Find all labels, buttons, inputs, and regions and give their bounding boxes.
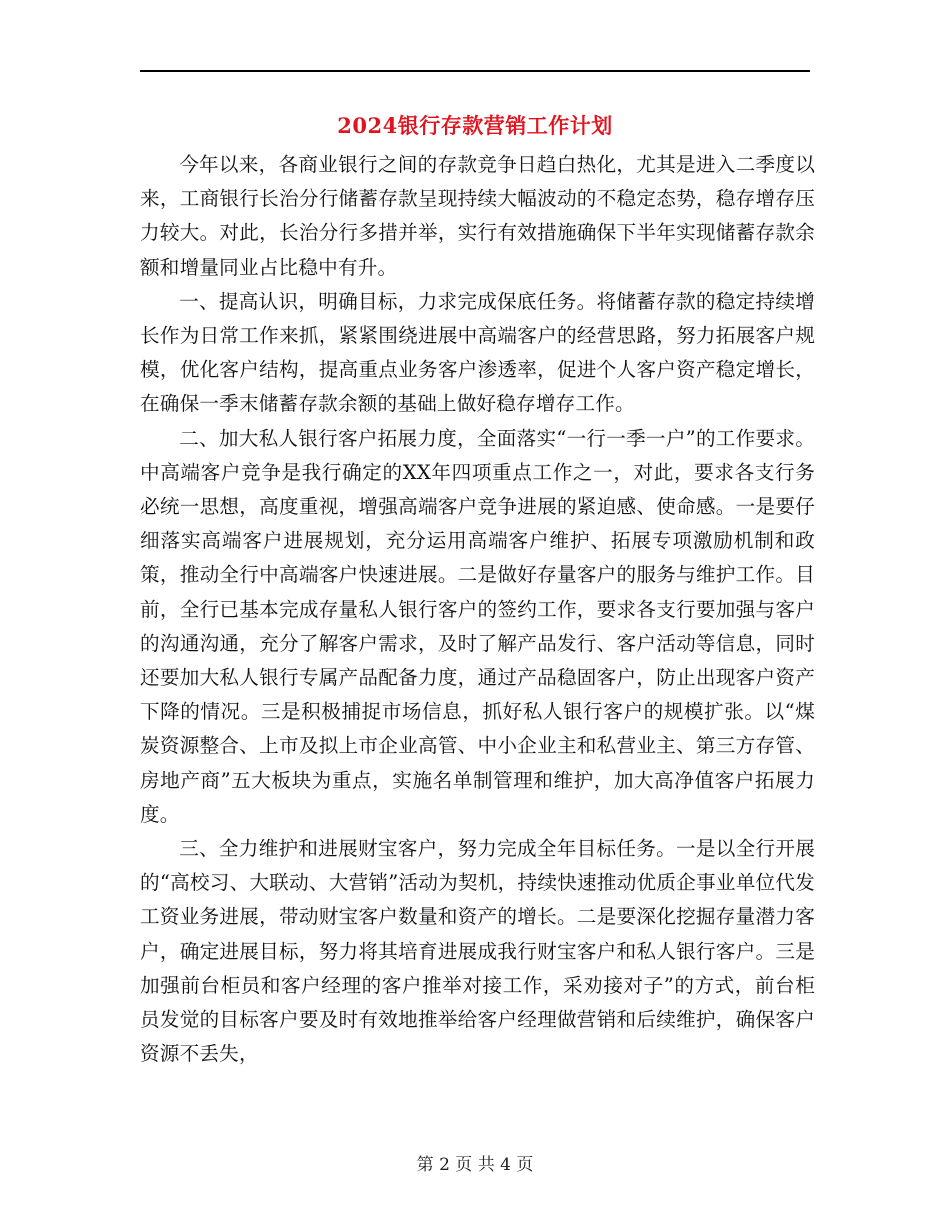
paragraph-section-1: 一、提高认识，明确目标，力求完成保底任务。将储蓄存款的稳定持续增长作为日常工作来抓，紧紧围绕进展中高端客户的经营思路，努力拓展客户规模，优化客户结构，提高重点业务客户渗透率，促进个人客户资产稳定增长，在确保一季末储蓄存款余额的基础上做好稳存增存工作。 [140, 289, 815, 416]
paragraph-section-2: 二、加大私人银行客户拓展力度，全面落实“一行一季一户”的工作要求。中高端客户竞争是我行确定的XX年四项重点工作之一，对此，要求各支行务必统一思想，高度重视，增强高端客户竞争进展的紧迫感、使命感。一是要仔细落实高端客户进展规划，充分运用高端客户维护、拓展专项激励机制和政策，推动全行中高端客户快速进展。二是做好存量客户的服务与维护工作。目前，全行已基本完成存量私人银行客户的签约工作，要求各支行要加强与客户的沟通沟通，充分了解客户需求，及时了解产品发行、客户活动等信息，同时还要加大私人银行专属产品配备力度，通过产品稳固客户，防止出现客户资产下降的情况。三是积极捕捉市场信息，抓好私人银行客户的规模扩张。以“煤炭资源整合、上市及拟上市企业高管、中小企业主和私营业主、第三方存管、房地产商”五大板块为重点，实施名单制管理和维护，加大高净值客户拓展力度。 [140, 426, 815, 826]
paragraph-intro: 今年以来，各商业银行之间的存款竞争日趋白热化，尤其是进入二季度以来，工商银行长治分行储蓄存款呈现持续大幅波动的不稳定态势，稳存增存压力较大。对此，长治分行多措并举，实行有效措施确保下半年实现储蓄存款余额和增量同业占比稳中有升。 [140, 153, 815, 279]
document-title: 2024银行存款营销工作计划 [337, 113, 613, 138]
page-number-footer: 第 2 页 共 4 页 [416, 1155, 534, 1175]
document-body [140, 148, 815, 1071]
header-rule [140, 70, 810, 72]
paragraph-section-3: 三、全力维护和进展财宝客户，努力完成全年目标任务。一是以全行开展的“高校习、大联动、大营销”活动为契机，持续快速推动优质企事业单位代发工资业务进展，带动财宝客户数量和资产的增长。二是要深化挖掘存量潜力客户，确定进展目标，努力将其培育进展成我行财宝客户和私人银行客户。三是加强前台柜员和客户经理的客户推举对接工作，采劝接对子”的方式，前台柜员发觉的目标客户要及时有效地推举给客户经理做营销和后续维护，确保客户资源不丢失， [140, 837, 815, 1066]
